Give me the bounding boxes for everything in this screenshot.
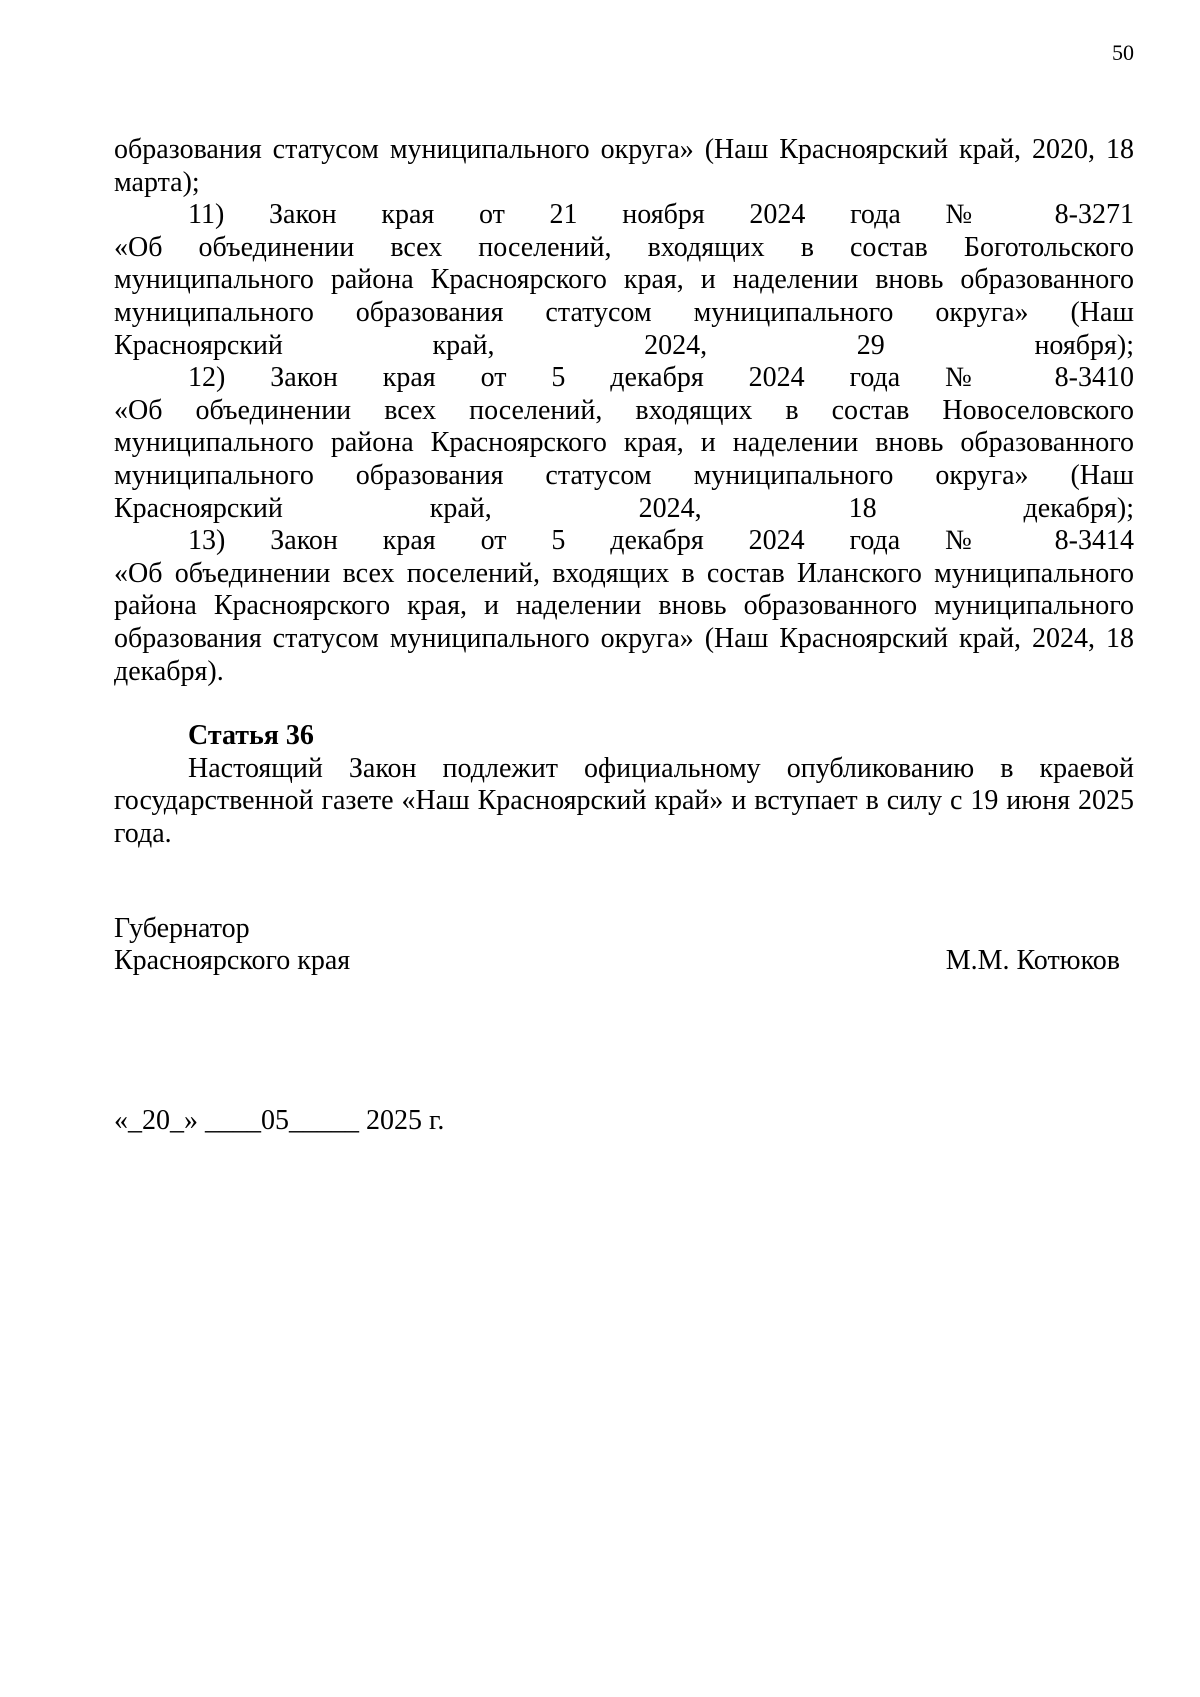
list-item — [114, 525, 1134, 688]
signatory-position-line2: Красноярского края — [114, 945, 351, 976]
list-item-text: «Об объединении всех поселений, входящих в состав Боготольского муниципального района Красноярского края, и наделении вновь образованного муниципального образования статусом муниципального округа» (Наш Красноярский край, 2024, 29 ноября); — [114, 231, 1134, 361]
list-item-first-line: 13) Закон края от 5 декабря 2024 года № 8-3414 — [188, 525, 1134, 557]
page-number: 50 — [1112, 40, 1134, 65]
article-section — [114, 720, 1134, 850]
list-item — [114, 199, 1134, 362]
list-item-first-line: 11) Закон края от 21 ноября 2024 года № 8-3271 — [188, 199, 1134, 231]
article-text: Настоящий Закон подлежит официальному опубликованию в краевой государственной газете «Наш Красноярский край» и вступает в силу с 19 июня 2025 года. — [114, 752, 1134, 849]
intro-paragraph: образования статусом муниципального округа» (Наш Красноярский край, 2020, 18 марта); — [114, 134, 1134, 198]
list-item-text: «Об объединении всех поселений, входящих в состав Иланского муниципального района Красноярского края, и наделении вновь образованного муниципального образования статусом муниципального округа» (Наш Красноярский край, 2024, 18 декабря). — [114, 557, 1134, 687]
list-item — [114, 362, 1134, 525]
signatory-name: М.М. Котюков — [945, 945, 1120, 976]
signature-row — [114, 945, 1120, 977]
signing-date: «_20_» ____05_____ 2025 г. — [114, 1105, 445, 1136]
article-title: Статья 36 — [188, 720, 314, 752]
list-item-text: «Об объединении всех поселений, входящих в состав Новоселовского муниципального района Красноярского края, и наделении вновь образованного муниципального образования статусом муниципального округа» (Наш Красноярский край, 2024, 18 декабря); — [114, 394, 1134, 524]
signatory-position-line1: Губернатор — [114, 913, 250, 944]
document-body — [114, 134, 1134, 850]
list-item-first-line: 12) Закон края от 5 декабря 2024 года № 8-3410 — [188, 362, 1134, 394]
signature-block — [114, 913, 1120, 977]
